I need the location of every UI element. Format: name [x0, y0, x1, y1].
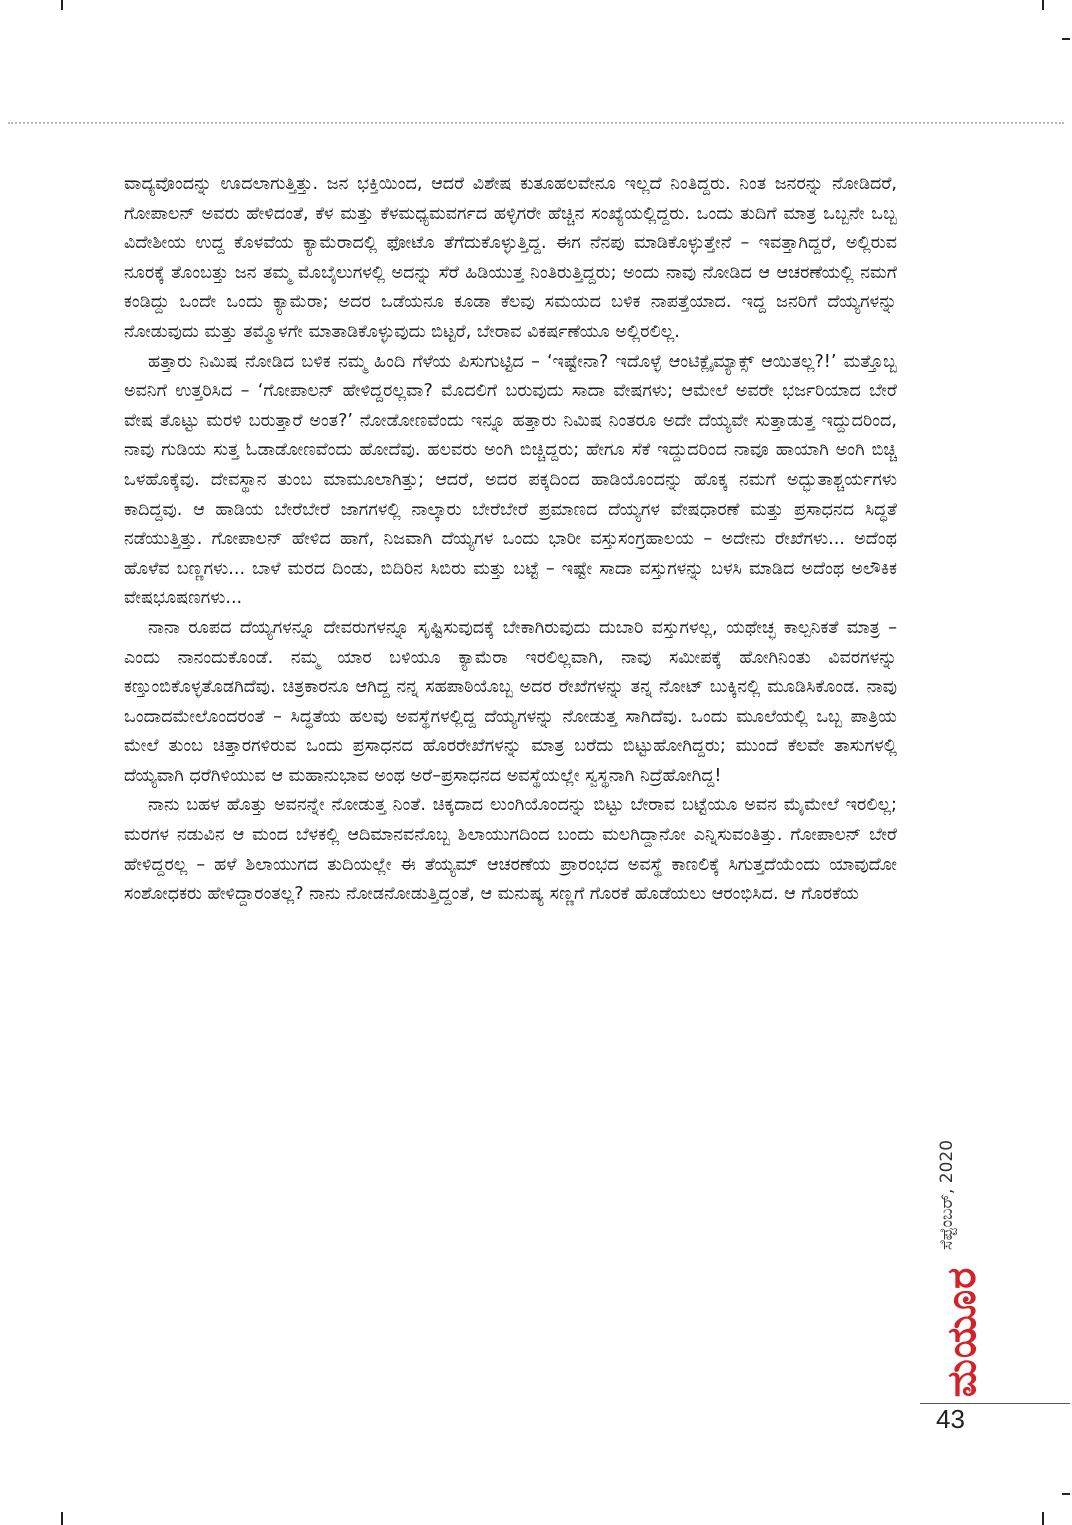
issue-date: ಸೆಪ್ಟೆಂಬರ್, 2020 [937, 1139, 957, 1251]
crop-mark-top-left [61, 0, 63, 10]
crop-mark-bottom-left [61, 1512, 63, 1525]
paragraph-4: ನಾನು ಬಹಳ ಹೊತ್ತು ಅವನನ್ನೇ ನೋಡುತ್ತ ನಿಂತೆ. ಚಿಕ್ಕದಾದ ಲುಂಗಿಯೊಂದನ್ನು ಬಿಟ್ಟು ಬೇರಾವ ಬಟ್ಟೆಯೂ ಅವನ ಮೈಮೇಲೆ ಇರಲಿಲ್ಲ; ಮರಗಳ ನಡುವಿನ ಆ ಮಂದ ಬೆಳಕಲ್ಲಿ ಆದಿಮಾನವನೊಬ್ಬ ಶಿಲಾಯುಗದಿಂದ ಬಂದು ಮಲಗಿದ್ದಾನೋ ಎನ್ನಿಸುವಂತಿತ್ತು. ಗೋಪಾಲನ್ ಬೇರೆ ಹೇಳಿದ್ದರಲ್ಲ – ಹಳೆ ಶಿಲಾಯುಗದ ತುದಿಯಲ್ಲೇ ಈ ತೆಯ್ಯಮ್ ಆಚರಣೆಯ ಪ್ರಾರಂಭದ ಅವಸ್ಥೆ ಕಾಣಲಿಕ್ಕೆ ಸಿಗುತ್ತದೆಯೆಂದು ಯಾವುದೋ ಸಂಶೋಧಕರು ಹೇಳಿದ್ದಾರಂತಲ್ಲ? ನಾನು ನೋಡನೋಡುತ್ತಿದ್ದಂತೆ, ಆ ಮನುಷ್ಯ ಸಣ್ಣಗೆ ಗೊರಕೆ ಹೊಡೆಯಲು ಆರಂಭಿಸಿದ. ಆ ಗೊರಕೆಯ [124, 795, 897, 905]
header-dotted-rule [8, 122, 1064, 124]
crop-mark-right-lower [1062, 1493, 1070, 1495]
crop-mark-right-upper [1062, 38, 1070, 40]
crop-mark-bottom-right [1042, 1512, 1044, 1525]
article-body [124, 170, 897, 910]
paragraph-3: ನಾನಾ ರೂಪದ ದೆಯ್ಯಗಳನ್ನೂ ದೇವರುಗಳನ್ನೂ ಸೃಷ್ಟಿಸುವುದಕ್ಕೆ ಬೇಕಾಗಿರುವುದು ದುಬಾರಿ ವಸ್ತುಗಳಲ್ಲ, ಯಥೇಚ್ಛ ಕಾಲ್ಪನಿಕತೆ ಮಾತ್ರ – ಎಂದು ನಾನಂದುಕೊಂಡೆ. ನಮ್ಮ ಯಾರ ಬಳಿಯೂ ಕ್ಯಾಮೆರಾ ಇರಲಿಲ್ಲವಾಗಿ, ನಾವು ಸಮೀಪಕ್ಕೆ ಹೋಗಿನಿಂತು ವಿವರಗಳನ್ನು ಕಣ್ತುಂಬಿಕೊಳ್ಳತೊಡಗಿದೆವು. ಚಿತ್ರಕಾರನೂ ಆಗಿದ್ದ ನನ್ನ ಸಹಪಾಠಿಯೊಬ್ಬ ಅದರ ರೇಖೆಗಳನ್ನು ತನ್ನ ನೋಟ್ ಬುಕ್ಕಿನಲ್ಲಿ ಮೂಡಿಸಿಕೊಂಡ. ನಾವು ಒಂದಾದಮೇಲೊಂದರಂತೆ – ಸಿದ್ಧತೆಯ ಹಲವು ಅವಸ್ಥೆಗಳಲ್ಲಿದ್ದ ದೆಯ್ಯಗಳನ್ನು ನೋಡುತ್ತ ಸಾಗಿದೆವು. ಒಂದು ಮೂಲೆಯಲ್ಲಿ ಒಬ್ಬ ಪಾತ್ರಿಯ ಮೇಲೆ ತುಂಬ ಚಿತ್ತಾರಗಳಿರುವ ಒಂದು ಪ್ರಸಾಧನದ ಹೊರರೇಖೆಗಳನ್ನು ಮಾತ್ರ ಬರೆದು ಬಿಟ್ಟುಹೋಗಿದ್ದರು; ಮುಂದೆ ಕೆಲವೇ ತಾಸುಗಳಲ್ಲಿ ದೆಯ್ಯವಾಗಿ ಧರೆಗಿಳಿಯುವ ಆ ಮಹಾನುಭಾವ ಅಂಥ ಅರೆ–ಪ್ರಸಾಧನದ ಅವಸ್ಥೆಯಲ್ಲೇ ಸ್ವಸ್ಥನಾಗಿ ನಿದ್ರೆಹೋಗಿದ್ದ! [124, 617, 897, 786]
magazine-logo: ಮಯೂರ [939, 1266, 985, 1398]
paragraph-1: ವಾದ್ಯವೊಂದನ್ನು ಊದಲಾಗುತ್ತಿತ್ತು. ಜನ ಭಕ್ತಿಯಿಂದ, ಆದರೆ ವಿಶೇಷ ಕುತೂಹಲವೇನೂ ಇಲ್ಲದೆ ನಿಂತಿದ್ದರು. ನಿಂತ ಜನರನ್ನು ನೋಡಿದರೆ, ಗೋಪಾಲನ್ ಅವರು ಹೇಳಿದಂತೆ, ಕೆಳ ಮತ್ತು ಕೆಳಮಧ್ಯಮವರ್ಗದ ಹಳ್ಳಿಗರೇ ಹೆಚ್ಚಿನ ಸಂಖ್ಯೆಯಲ್ಲಿದ್ದರು. ಒಂದು ತುದಿಗೆ ಮಾತ್ರ ಒಬ್ಬನೇ ಒಬ್ಬ ವಿದೇಶೀಯ ಉದ್ದ ಕೊಳವೆಯ ಕ್ಯಾಮೆರಾದಲ್ಲಿ ಫೋಟೊ ತೆಗೆದುಕೊಳ್ಳುತ್ತಿದ್ದ. ಈಗ ನೆನಪು ಮಾಡಿಕೊಳ್ಳುತ್ತೇನೆ – ಇವತ್ತಾಗಿದ್ದರೆ, ಅಲ್ಲಿರುವ ನೂರಕ್ಕೆ ತೊಂಬತ್ತು ಜನ ತಮ್ಮ ಮೊಬೈಲುಗಳಲ್ಲಿ ಅದನ್ನು ಸೆರೆ ಹಿಡಿಯುತ್ತ ನಿಂತಿರುತ್ತಿದ್ದರು; ಅಂದು ನಾವು ನೋಡಿದ ಆ ಆಚರಣೆಯಲ್ಲಿ ನಮಗೆ ಕಂಡಿದ್ದು ಒಂದೇ ಒಂದು ಕ್ಯಾಮೆರಾ; ಅದರ ಒಡೆಯನೂ ಕೂಡಾ ಕೆಲವು ಸಮಯದ ಬಳಿಕ ನಾಪತ್ತೆಯಾದ. ಇದ್ದ ಜನರಿಗೆ ದೆಯ್ಯಗಳನ್ನು ನೋಡುವುದು ಮತ್ತು ತಮ್ಮೊಳಗೇ ಮಾತಾಡಿಕೊಳ್ಳುವುದು ಬಿಟ್ಟರೆ, ಬೇರಾವ ವಿಕರ್ಷಣೆಯೂ ಅಲ್ಲಿರಲಿಲ್ಲ. [124, 174, 897, 342]
page-number: 43 [936, 1404, 965, 1434]
crop-mark-top-right [1042, 0, 1044, 10]
paragraph-2: ಹತ್ತಾರು ನಿಮಿಷ ನೋಡಿದ ಬಳಿಕ ನಮ್ಮ ಹಿಂದಿ ಗೆಳೆಯ ಪಿಸುಗುಟ್ಟಿದ – ‘ಇಷ್ಟೇನಾ? ಇದೊಳ್ಳೆ ಆಂಟಿಕ್ಲೈಮ್ಯಾಕ್ಸ್ ಆಯಿತಲ್ಲ?!’ ಮತ್ತೊಬ್ಬ ಅವನಿಗೆ ಉತ್ತರಿಸಿದ – ‘ಗೋಪಾಲನ್ ಹೇಳಿದ್ದರಲ್ಲವಾ? ಮೊದಲಿಗೆ ಬರುವುದು ಸಾದಾ ವೇಷಗಳು; ಆಮೇಲೆ ಅವರೇ ಭರ್ಜರಿಯಾದ ಬೇರೆ ವೇಷ ತೊಟ್ಟು ಮರಳಿ ಬರುತ್ತಾರೆ ಅಂತ?’ ನೋಡೋಣವೆಂದು ಇನ್ನೂ ಹತ್ತಾರು ನಿಮಿಷ ನಿಂತರೂ ಅದೇ ದೆಯ್ಯವೇ ಸುತ್ತಾಡುತ್ತ ಇದ್ದುದರಿಂದ, ನಾವು ಗುಡಿಯ ಸುತ್ತ ಓಡಾಡೋಣವೆಂದು ಹೋದೆವು. ಹಲವರು ಅಂಗಿ ಬಿಚ್ಚಿದ್ದರು; ಹೇಗೂ ಸೆಕೆ ಇದ್ದುದರಿಂದ ನಾವೂ ಹಾಯಾಗಿ ಅಂಗಿ ಬಿಚ್ಚಿ ಒಳಹೊಕ್ಕೆವು. ದೇವಸ್ಥಾನ ತುಂಬ ಮಾಮೂಲಾಗಿತ್ತು; ಆದರೆ, ಅದರ ಪಕ್ಕದಿಂದ ಹಾಡಿಯೊಂದನ್ನು ಹೊಕ್ಕ ನಮಗೆ ಅದ್ಭುತಾಶ್ಚರ್ಯಗಳು ಕಾದಿದ್ದವು. ಆ ಹಾಡಿಯ ಬೇರೆಬೇರೆ ಜಾಗಗಳಲ್ಲಿ ನಾಲ್ಕಾರು ಬೇರೆಬೇರೆ ಪ್ರಮಾಣದ ದೆಯ್ಯಗಳ ವೇಷಧಾರಣೆ ಮತ್ತು ಪ್ರಸಾಧನದ ಸಿದ್ಧತೆ ನಡೆಯುತ್ತಿತ್ತು. ಗೋಪಾಲನ್ ಹೇಳಿದ ಹಾಗೆ, ನಿಜವಾಗಿ ದೆಯ್ಯಗಳ ಒಂದು ಭಾರೀ ವಸ್ತುಸಂಗ್ರಹಾಲಯ – ಅದೇನು ರೇಖೆಗಳು... ಅದೆಂಥ ಹೊಳೆವ ಬಣ್ಣಗಳು... ಬಾಳೆ ಮರದ ದಿಂಡು, ಬಿದಿರಿನ ಸಿಬಿರು ಮತ್ತು ಬಟ್ಟೆ – ಇಷ್ಟೇ ಸಾದಾ ವಸ್ತುಗಳನ್ನು ಬಳಸಿ ಮಾಡಿದ ಅದೆಂಥ ಅಲೌಕಿಕ ವೇಷಭೂಷಣಗಳು... [124, 351, 897, 609]
